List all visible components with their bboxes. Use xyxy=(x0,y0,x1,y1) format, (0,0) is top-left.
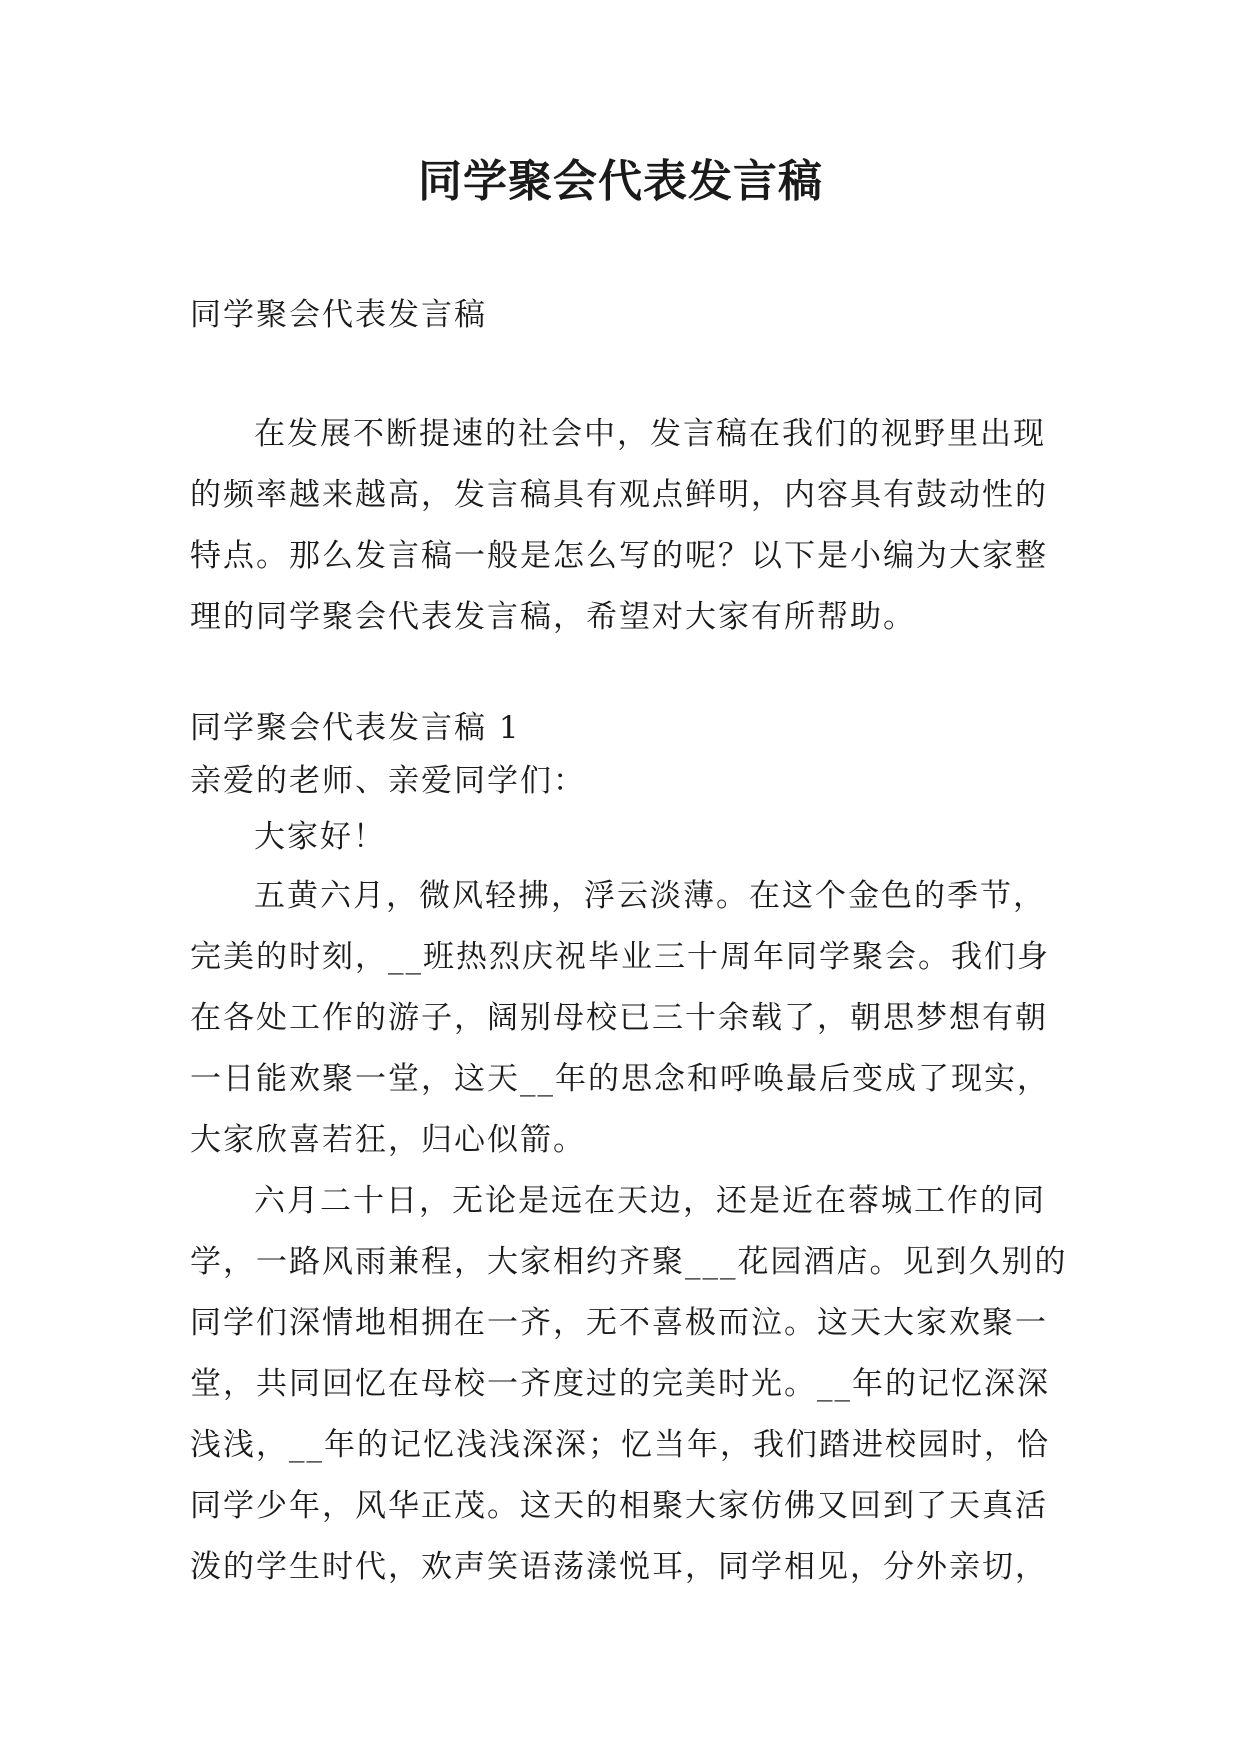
speech-section-1 xyxy=(190,702,1070,1598)
intro-block xyxy=(190,404,1070,648)
document-title: 同学聚会代表发言稿 xyxy=(418,156,823,207)
greeting: 大家好！ xyxy=(254,819,386,855)
speech-paragraph-1: 五黄六月，微风轻拂，浮云淡薄。在这个金色的季节，完美的时刻，__班热烈庆祝毕业三十周年同学聚会。我们身在各处工作的游子，阔别母校已三十余载了，朝思梦想有朝一日能欢聚一堂，这天__年的思念和呼唤最后变成了现实，大家欣喜若狂，归心似箭。 xyxy=(190,878,1050,1158)
speech-paragraph-2: 六月二十日，无论是远在天边，还是近在蓉城工作的同学，一路风雨兼程，大家相约齐聚___花园酒店。见到久别的同学们深情地相拥在一齐，无不喜极而泣。这天大家欢聚一堂，共同回忆在母校一齐度过的完美时光。__年的记忆深深浅浅，__年的记忆浅浅深深；忆当年，我们踏进校园时，恰同学少年，风华正茂。这天的相聚大家仿佛又回到了天真活泼的学生时代，欢声笑语荡漾悦耳，同学相见，分外亲切， xyxy=(190,1183,1068,1585)
section-heading: 同学聚会代表发言稿 1 xyxy=(190,710,521,746)
document-subtitle: 同学聚会代表发言稿 xyxy=(190,297,487,333)
salutation: 亲爱的老师、亲爱同学们： xyxy=(190,763,586,799)
intro-paragraph: 在发展不断提速的社会中，发言稿在我们的视野里出现的频率越来越高，发言稿具有观点鲜明，内容具有鼓动性的特点。那么发言稿一般是怎么写的呢？以下是小编为大家整理的同学聚会代表发言稿，希望对大家有所帮助。 xyxy=(190,416,1048,635)
